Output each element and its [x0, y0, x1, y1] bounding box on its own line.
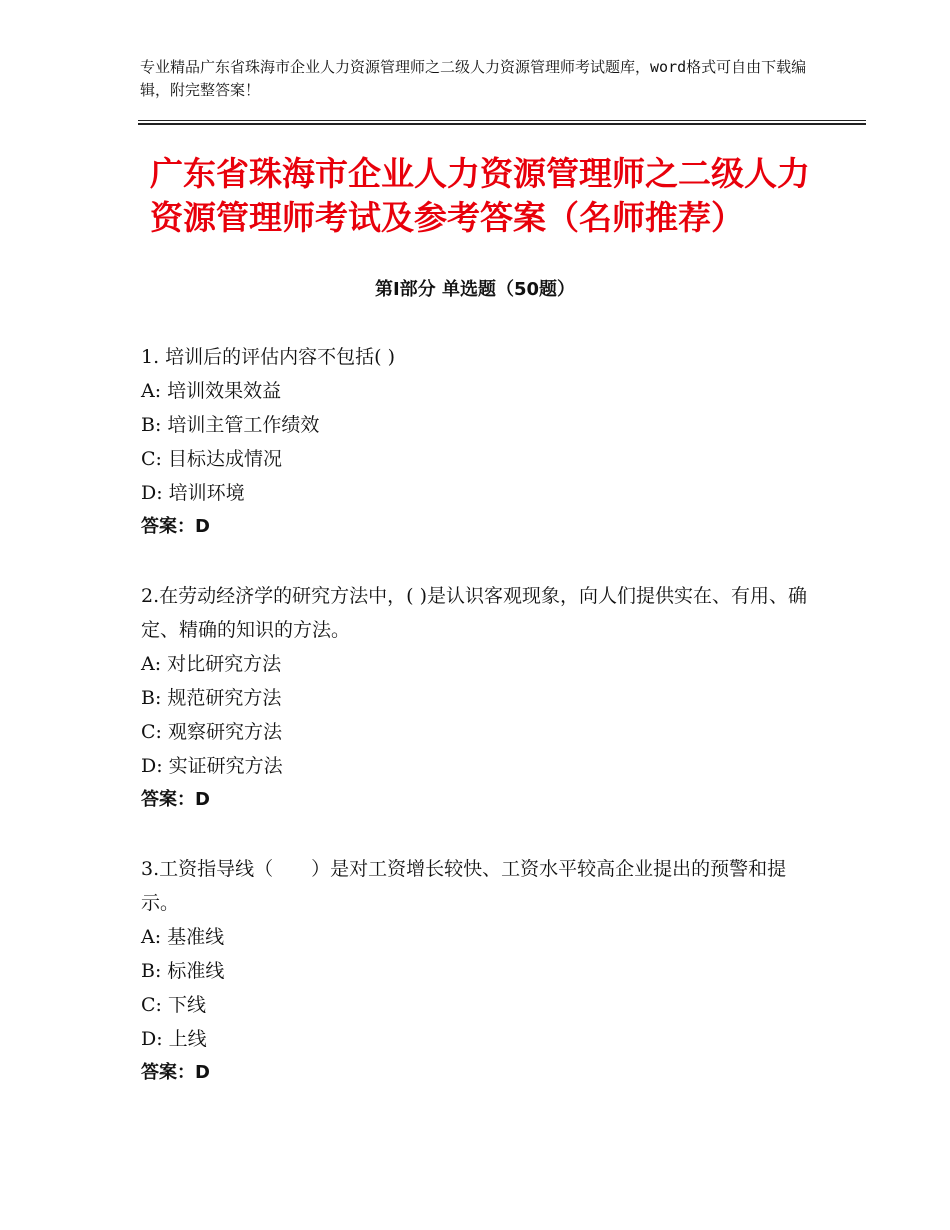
- option-b: B: 规范研究方法: [141, 687, 282, 709]
- option-c: C: 下线: [141, 994, 206, 1016]
- option-a: A: 基准线: [141, 926, 225, 948]
- question-3: [141, 852, 821, 1090]
- option-c: C: 观察研究方法: [141, 721, 282, 743]
- document-title: 广东省珠海市企业人力资源管理师之二级人力资源管理师考试及参考答案（名师推荐）: [150, 154, 810, 237]
- answer: 答案：D: [141, 1062, 210, 1083]
- option-d: D: 培训环境: [141, 482, 245, 504]
- option-b: B: 标准线: [141, 960, 225, 982]
- answer: 答案：D: [141, 789, 210, 810]
- option-c: C: 目标达成情况: [141, 448, 282, 470]
- option-a: A: 对比研究方法: [141, 653, 282, 675]
- option-b: B: 培训主管工作绩效: [141, 414, 320, 436]
- header-divider-thick: [138, 123, 866, 125]
- question-2: [141, 579, 821, 817]
- option-d: D: 上线: [141, 1028, 207, 1050]
- header-divider-thin: [138, 120, 866, 121]
- question-1: [141, 340, 821, 544]
- option-d: D: 实证研究方法: [141, 755, 283, 777]
- answer: 答案：D: [141, 516, 210, 537]
- question-stem: 2.在劳动经济学的研究方法中，( )是认识客观现象，向人们提供实在、有用、确定、精确的知识的方法。: [141, 585, 807, 641]
- header-note: 专业精品广东省珠海市企业人力资源管理师之二级人力资源管理师考试题库，word格式可自由下载编辑，附完整答案！: [140, 58, 807, 99]
- question-stem: 3.工资指导线（ ）是对工资增长较快、工资水平较高企业提出的预警和提示。: [141, 858, 787, 914]
- section-heading: 第Ⅰ部分 单选题（50题）: [374, 279, 575, 300]
- question-stem: 1. 培训后的评估内容不包括( ): [141, 346, 396, 368]
- option-a: A: 培训效果效益: [141, 380, 282, 402]
